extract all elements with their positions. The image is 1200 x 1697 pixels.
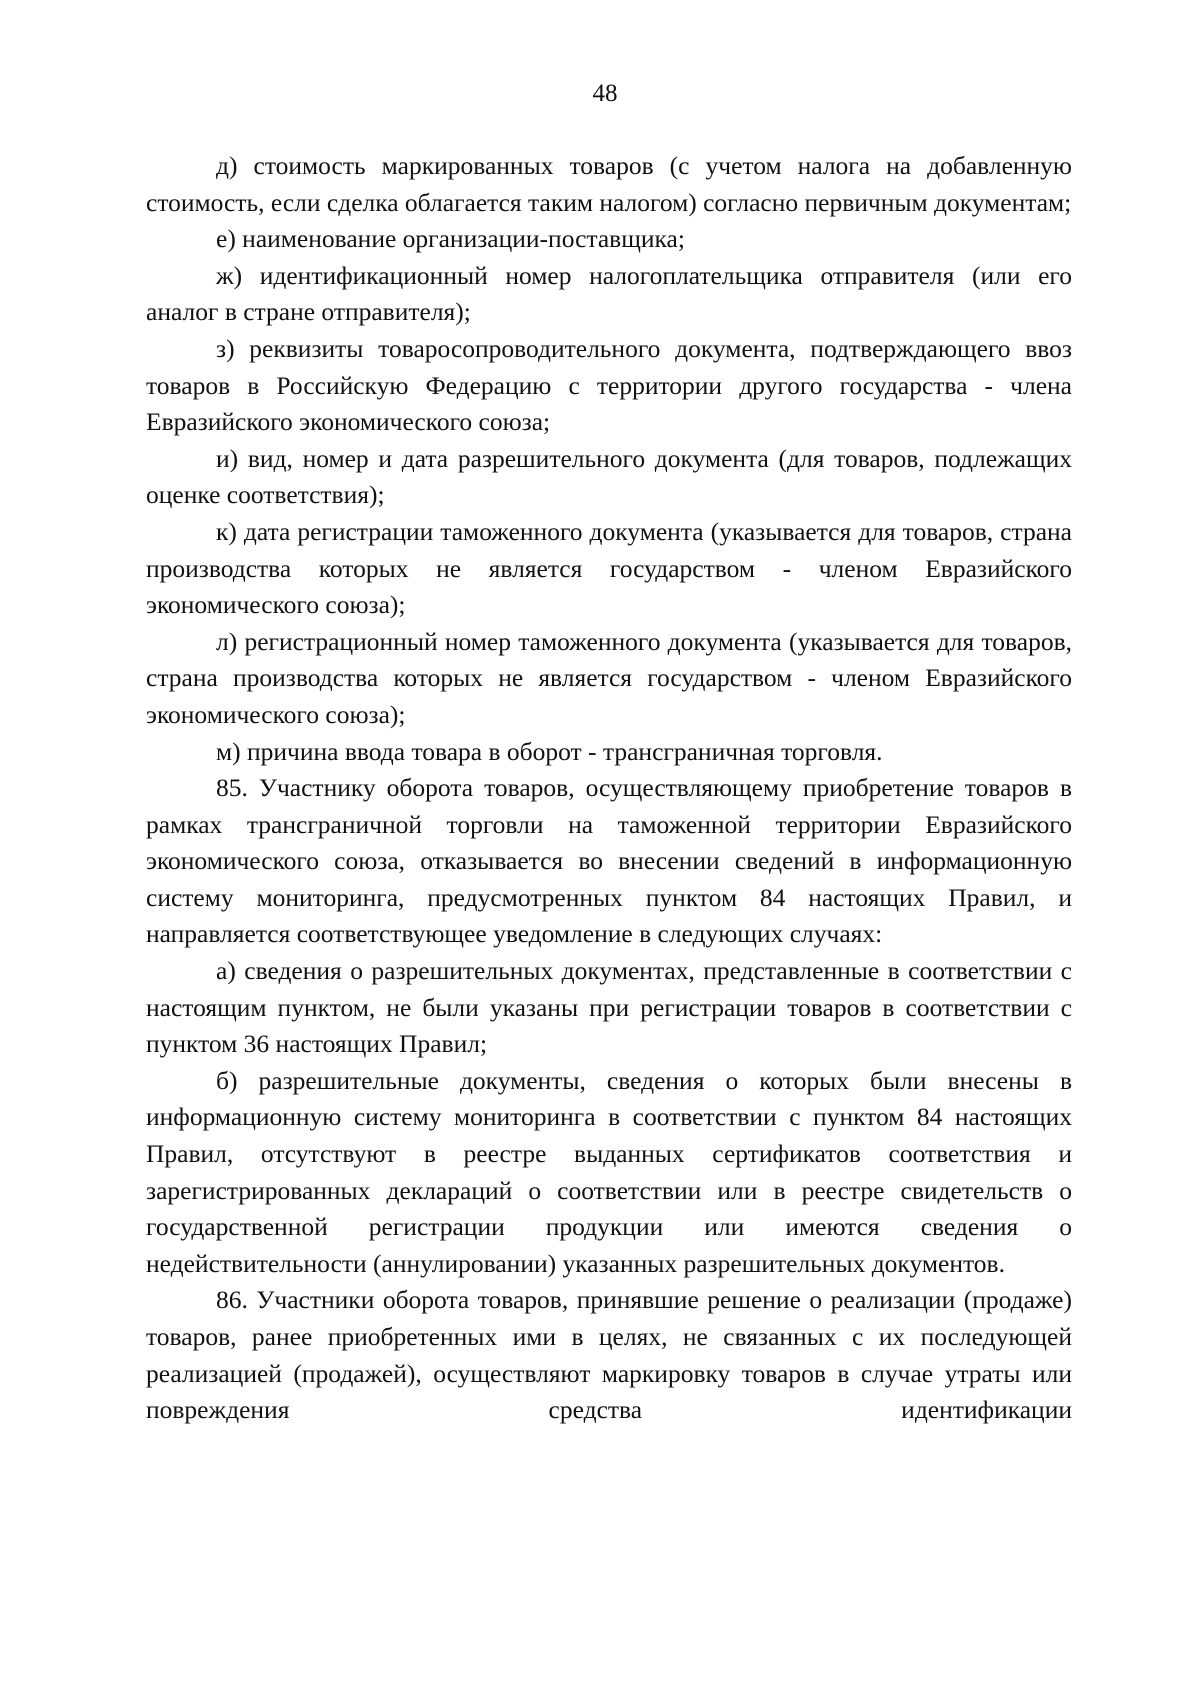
list-item-z: з) реквизиты товаросопроводительного документа, подтверждающего ввоз товаров в Российскую Федерацию с территории другого государства - члена Евразийского экономического союза;	[146, 333, 1072, 437]
list-item-d: д) стоимость маркированных товаров (с учетом налога на добавленную стоимость, если сделка облагается таким налогом) согласно первичным документам;	[146, 151, 1072, 217]
list-item-k: к) дата регистрации таможенного документа (указывается для товаров, страна производства которых не является государством - членом Евразийского экономического союза);	[146, 516, 1072, 620]
list-item-m: м) причина ввода товара в оборот - трансграничная торговля.	[216, 736, 883, 766]
list-item-e: е) наименование организации-поставщика;	[216, 224, 685, 254]
document-body	[146, 148, 1072, 1429]
clause-86: 86. Участники оборота товаров, принявшие решение о реализации (продаже) товаров, ранее приобретенных ими в целях, не связанных с их последующей реализацией (продажей), осуществляют маркировку товаров в случае утраты или повреждения средства идентификации	[146, 1285, 1072, 1425]
list-item-a: а) сведения о разрешительных документах, представленные в соответствии с настоящим пунктом, не были указаны при регистрации товаров в соответствии с пунктом 36 настоящих Правил;	[146, 956, 1072, 1059]
list-item-b: б) разрешительные документы, сведения о которых были внесены в информационную систему мониторинга в соответствии с пунктом 84 настоящих Правил, отсутствуют в реестре выданных сертификатов соответствия и зарегистрированных деклараций о соответствии или в реестре свидетельств о государственной регистрации продукции или имеются сведения о недействительности (аннулировании) указанных разрешительных документов.	[146, 1065, 1072, 1278]
page-number: 48	[592, 80, 618, 107]
list-item-zh: ж) идентификационный номер налогоплательщика отправителя (или его аналог в стране отправителя);	[146, 260, 1072, 327]
list-item-l: л) регистрационный номер таможенного документа (указывается для товаров, страна производства которых не является государством - членом Евразийского экономического союза);	[146, 626, 1072, 729]
list-item-i: и) вид, номер и дата разрешительного документа (для товаров, подлежащих оценке соответствия);	[146, 443, 1072, 510]
clause-85: 85. Участнику оборота товаров, осуществляющему приобретение товаров в рамках трансграничной торговли на таможенной территории Евразийского экономического союза, отказывается во внесении сведений в информационную систему мониторинга, предусмотренных пунктом 84 настоящих Правил, и направляется соответствующее уведомление в следующих случаях:	[146, 773, 1072, 949]
